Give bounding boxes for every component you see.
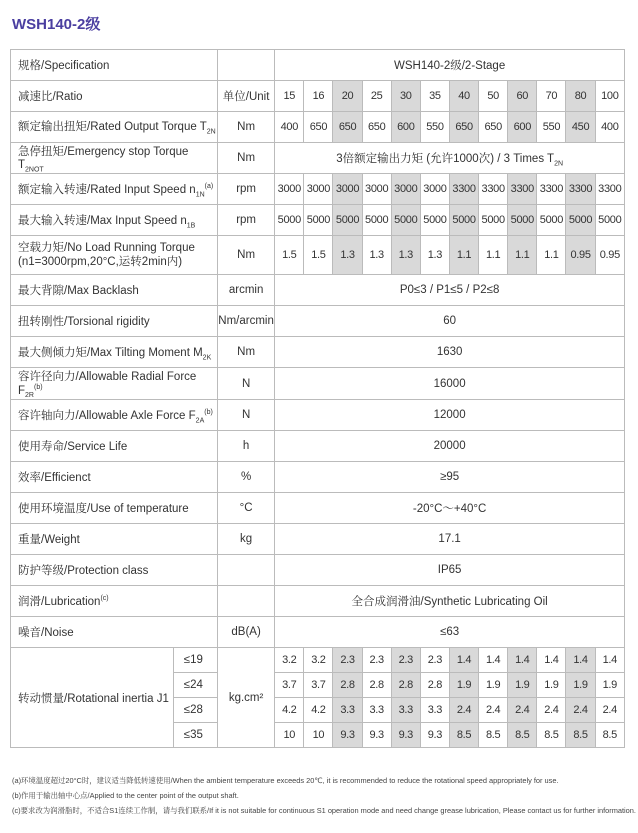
noise-value-text: ≤63 (440, 626, 460, 639)
inertia-value: 2.8 (362, 673, 391, 698)
inertia-value: 3.3 (333, 698, 362, 723)
max_speed-value: 5000 (449, 205, 478, 236)
input_speed-value: 3000 (275, 174, 304, 205)
label-efficiency (11, 462, 218, 493)
life-unit: h (217, 431, 274, 462)
ratio-value: 35 (420, 81, 449, 112)
ratio-value: 70 (537, 81, 566, 112)
row-efficiency (11, 462, 625, 493)
tilting-label-sub: 2K (202, 353, 212, 361)
temperature-value-text: -20°C〜+40°C (412, 503, 487, 516)
rated_torque-value: 400 (595, 112, 624, 143)
label-radial (11, 368, 218, 400)
radial-unit: N (217, 368, 274, 400)
rigidity-label-text: 扭转刚性/Torsional rigidity (18, 316, 150, 329)
page-title: WSH140-2级 (12, 16, 101, 33)
tilting-value-text: 1630 (436, 346, 463, 359)
input_speed-value: 3300 (595, 174, 624, 205)
axle-value (275, 400, 625, 431)
max_speed-value: 5000 (362, 205, 391, 236)
no_load-label-line2: (n1=3000rpm,20°C,运转2min内) (18, 256, 183, 269)
tilting-unit: Nm (217, 337, 274, 368)
input_speed-value: 3300 (537, 174, 566, 205)
no_load-value: 1.1 (508, 236, 537, 275)
row-spec (11, 50, 625, 81)
input_speed-label-sup: (a) (204, 182, 214, 190)
protection-label-text: 防护等级/Protection class (18, 565, 149, 578)
emergency-value (275, 143, 625, 174)
inertia-value: 10 (304, 723, 333, 748)
input_speed-value: 3000 (391, 174, 420, 205)
input_speed-value: 3000 (362, 174, 391, 205)
rated_torque-value: 650 (449, 112, 478, 143)
inertia-value: 2.4 (537, 698, 566, 723)
label-max_speed (11, 205, 218, 236)
row-radial (11, 368, 625, 400)
inertia-value: 3.3 (420, 698, 449, 723)
inertia-value: 3.7 (304, 673, 333, 698)
input_speed-value: 3300 (449, 174, 478, 205)
rated_torque-value: 550 (420, 112, 449, 143)
inertia-value: 1.4 (566, 648, 595, 673)
inertia-value: 3.3 (391, 698, 420, 723)
row-input_speed (11, 174, 625, 205)
input_speed-value: 3000 (420, 174, 449, 205)
ratio-label-text: 减速比/Ratio (18, 91, 83, 103)
axle-value-text: 12000 (433, 409, 466, 422)
label-tilting (11, 337, 218, 368)
inertia-value: 3.3 (362, 698, 391, 723)
inertia-sub-label: ≤24 (173, 673, 217, 698)
footnote-a: (a)环境温度超过20°C时，建议适当降低转速使用/When the ambient temperature exceeds 20℃, it is recommended to reduce the rotational speed appropriately for use. (12, 776, 559, 785)
max_speed-value: 5000 (275, 205, 304, 236)
inertia-value: 1.9 (479, 673, 508, 698)
weight-value (275, 524, 625, 555)
axle-label-sub: 2A (195, 417, 205, 425)
row-inertia-0 (11, 648, 625, 673)
row-tilting (11, 337, 625, 368)
no_load-value: 0.95 (566, 236, 595, 275)
rated_torque-value: 550 (537, 112, 566, 143)
row-max_speed (11, 205, 625, 236)
no_load-value: 1.3 (420, 236, 449, 275)
inertia-value: 1.9 (449, 673, 478, 698)
radial-label-sub: 2R (25, 392, 34, 400)
row-life (11, 431, 625, 462)
protection-value-text: IP65 (437, 564, 462, 577)
max_speed-value: 5000 (595, 205, 624, 236)
label-weight (11, 524, 218, 555)
weight-unit: kg (217, 524, 274, 555)
label-input_speed (11, 174, 218, 205)
rigidity-value-text: 60 (443, 315, 457, 328)
inertia-sub-label: ≤28 (173, 698, 217, 723)
inertia-unit: kg.cm² (217, 648, 274, 748)
efficiency-value-text: ≥95 (440, 471, 460, 484)
radial-value-text: 16000 (433, 377, 466, 390)
lubrication-unit (217, 586, 274, 617)
rated_torque-value: 650 (479, 112, 508, 143)
label-rigidity (11, 306, 218, 337)
inertia-value: 1.4 (595, 648, 624, 673)
inertia-value: 3.2 (275, 648, 304, 673)
lubrication-label-text: 润滑/Lubrication (18, 596, 101, 609)
inertia-value: 10 (275, 723, 304, 748)
inertia-value: 1.4 (537, 648, 566, 673)
inertia-value: 3.2 (304, 648, 333, 673)
emergency-value-text: 3倍额定输出力矩 (允许1000次) / 3 Times T (336, 152, 555, 165)
life-value-text: 20000 (433, 440, 466, 453)
max_speed-value: 5000 (391, 205, 420, 236)
rated_torque-value: 650 (304, 112, 333, 143)
no_load-value: 1.1 (449, 236, 478, 275)
row-ratio (11, 81, 625, 112)
spec-value: WSH140-2级/2-Stage (275, 50, 625, 81)
inertia-value: 2.8 (391, 673, 420, 698)
temperature-unit: °C (217, 493, 274, 524)
label-life (11, 431, 218, 462)
inertia-value: 8.5 (537, 723, 566, 748)
no_load-value: 1.3 (333, 236, 362, 275)
inertia-value: 8.5 (479, 723, 508, 748)
inertia-value: 4.2 (304, 698, 333, 723)
rigidity-unit: Nm/arcmin (217, 306, 274, 337)
ratio-value: 40 (449, 81, 478, 112)
max_speed-value: 5000 (333, 205, 362, 236)
rated_torque-value: 600 (391, 112, 420, 143)
no_load-value: 1.3 (391, 236, 420, 275)
inertia-sub-label: ≤35 (173, 723, 217, 748)
inertia-value: 2.4 (595, 698, 624, 723)
inertia-value: 1.4 (449, 648, 478, 673)
no_load-label-line1: 空载力矩/No Load Running Torque (18, 242, 195, 255)
specification-table (10, 49, 625, 748)
label-axle (11, 400, 218, 431)
emergency-label-sub: 2NOT (25, 166, 44, 174)
protection-unit (217, 555, 274, 586)
efficiency-unit: % (217, 462, 274, 493)
emergency-label-text: 急停扭矩/Emergency stop Torque T (18, 146, 189, 171)
max_speed-value: 5000 (508, 205, 537, 236)
max_speed-value: 5000 (304, 205, 333, 236)
efficiency-label-text: 效率/Efficienct (18, 472, 91, 485)
no_load-value: 1.3 (362, 236, 391, 275)
rated_torque-value: 650 (362, 112, 391, 143)
inertia-value: 4.2 (275, 698, 304, 723)
label-lubrication (11, 586, 218, 617)
no_load-value: 0.95 (595, 236, 624, 275)
rated_torque-value: 600 (508, 112, 537, 143)
max_speed-unit: rpm (217, 205, 274, 236)
ratio-value: 50 (479, 81, 508, 112)
label-ratio (11, 81, 218, 112)
rated_torque-value: 450 (566, 112, 595, 143)
radial-value (275, 368, 625, 400)
label-spec: 规格/Specification (11, 50, 218, 81)
inertia-value: 2.3 (333, 648, 362, 673)
emergency-value-sub: 2N (554, 159, 564, 167)
input_speed-value: 3300 (508, 174, 537, 205)
no_load-value: 1.1 (479, 236, 508, 275)
inertia-value: 9.3 (333, 723, 362, 748)
rated_torque-value: 400 (275, 112, 304, 143)
row-no_load (11, 236, 625, 275)
radial-label-sup: (b) (33, 384, 43, 392)
weight-label-text: 重量/Weight (18, 534, 80, 547)
inertia-value: 9.3 (362, 723, 391, 748)
ratio-value: 20 (333, 81, 362, 112)
inertia-value: 1.9 (537, 673, 566, 698)
backlash-value-text: P0≤3 / P1≤5 / P2≤8 (399, 284, 500, 297)
inertia-value: 1.9 (508, 673, 537, 698)
max_speed-label-text: 最大输入转速/Max Input Speed n (18, 214, 187, 227)
ratio-value: 25 (362, 81, 391, 112)
row-axle (11, 400, 625, 431)
life-label-text: 使用寿命/Service Life (18, 441, 128, 454)
inertia-value: 2.4 (479, 698, 508, 723)
footnotes (12, 773, 636, 818)
label-backlash (11, 275, 218, 306)
temperature-label-text: 使用环境温度/Use of temperature (18, 503, 189, 516)
noise-value (275, 617, 625, 648)
radial-label-text: 容许径向力/Allowable Radial Force F (18, 371, 197, 398)
inertia-value: 8.5 (595, 723, 624, 748)
inertia-sub-label: ≤19 (173, 648, 217, 673)
ratio-value: 80 (566, 81, 595, 112)
tilting-label-text: 最大侧倾力矩/Max Tilting Moment M (18, 346, 203, 359)
rated_torque-unit: Nm (217, 112, 274, 143)
no_load-value: 1.1 (537, 236, 566, 275)
row-protection (11, 555, 625, 586)
tilting-value (275, 337, 625, 368)
input_speed-value: 3300 (479, 174, 508, 205)
input_speed-unit: rpm (217, 174, 274, 205)
no_load-unit: Nm (217, 236, 274, 275)
noise-unit: dB(A) (217, 617, 274, 648)
row-weight (11, 524, 625, 555)
ratio-value: 16 (304, 81, 333, 112)
inertia-value: 2.8 (333, 673, 362, 698)
ratio-unit: 单位/Unit (217, 81, 274, 112)
backlash-unit: arcmin (217, 275, 274, 306)
ratio-value: 100 (595, 81, 624, 112)
inertia-value: 2.4 (508, 698, 537, 723)
inertia-value: 2.3 (420, 648, 449, 673)
efficiency-value (275, 462, 625, 493)
life-value (275, 431, 625, 462)
label-protection (11, 555, 218, 586)
inertia-value: 9.3 (391, 723, 420, 748)
row-emergency (11, 143, 625, 174)
inertia-value: 2.3 (391, 648, 420, 673)
no_load-value: 1.5 (304, 236, 333, 275)
axle-label-sup: (b) (204, 408, 213, 416)
inertia-value: 1.9 (566, 673, 595, 698)
row-backlash (11, 275, 625, 306)
max_speed-value: 5000 (566, 205, 595, 236)
footnote-b: (b)作用于输出轴中心点/Applied to the center point of the output shaft. (12, 791, 239, 800)
spec-unit-empty (217, 50, 274, 81)
input_speed-label-text: 额定输入转速/Rated Input Speed n (18, 183, 196, 196)
label-no_load (11, 236, 218, 275)
axle-unit: N (217, 400, 274, 431)
inertia-value: 1.9 (595, 673, 624, 698)
max_speed-value: 5000 (537, 205, 566, 236)
inertia-value: 1.4 (508, 648, 537, 673)
row-noise (11, 617, 625, 648)
row-rated_torque (11, 112, 625, 143)
inertia-value: 8.5 (566, 723, 595, 748)
row-temperature (11, 493, 625, 524)
inertia-value: 3.7 (275, 673, 304, 698)
lubrication-value-text: 全合成润滑油/Synthetic Lubricating Oil (351, 596, 548, 609)
inertia-value: 2.4 (449, 698, 478, 723)
rated_torque-label-text: 额定输出扭矩/Rated Output Torque T (18, 121, 207, 134)
input_speed-value: 3000 (304, 174, 333, 205)
input_speed-label-sub: 1N (195, 190, 205, 198)
ratio-value: 30 (391, 81, 420, 112)
max_speed-value: 5000 (420, 205, 449, 236)
rated_torque-label-sub: 2N (206, 128, 216, 136)
max_speed-label-sub: 1B (186, 221, 196, 229)
protection-value (275, 555, 625, 586)
inertia-value: 8.5 (508, 723, 537, 748)
no_load-value: 1.5 (275, 236, 304, 275)
label-temperature (11, 493, 218, 524)
footnote-c: (c)要求改为润滑脂时，不适合S1连续工作制，请与我们联系/If it is not suitable for continuous S1 operation mode and need change grease lubrication, Please contact us for further information. (12, 806, 636, 815)
label-rated_torque (11, 112, 218, 143)
noise-label-text: 噪音/Noise (18, 627, 74, 640)
inertia-value: 2.3 (362, 648, 391, 673)
lubrication-label-sup: (c) (100, 595, 109, 603)
temperature-value (275, 493, 625, 524)
row-lubrication (11, 586, 625, 617)
input_speed-value: 3000 (333, 174, 362, 205)
max_speed-value: 5000 (479, 205, 508, 236)
label-noise (11, 617, 218, 648)
rated_torque-value: 650 (333, 112, 362, 143)
label-inertia: 转动惯量/Rotational inertia J1 (11, 648, 174, 748)
inertia-value: 1.4 (479, 648, 508, 673)
input_speed-value: 3300 (566, 174, 595, 205)
label-emergency (11, 143, 218, 174)
ratio-value: 15 (275, 81, 304, 112)
rigidity-value (275, 306, 625, 337)
inertia-value: 9.3 (420, 723, 449, 748)
inertia-value: 8.5 (449, 723, 478, 748)
ratio-value: 60 (508, 81, 537, 112)
lubrication-value (275, 586, 625, 617)
row-rigidity (11, 306, 625, 337)
backlash-label-text: 最大背隙/Max Backlash (18, 285, 139, 298)
weight-value-text: 17.1 (438, 533, 461, 546)
inertia-value: 2.8 (420, 673, 449, 698)
emergency-unit: Nm (217, 143, 274, 174)
backlash-value (275, 275, 625, 306)
inertia-value: 2.4 (566, 698, 595, 723)
axle-label-text: 容许轴向力/Allowable Axle Force F (18, 409, 196, 422)
